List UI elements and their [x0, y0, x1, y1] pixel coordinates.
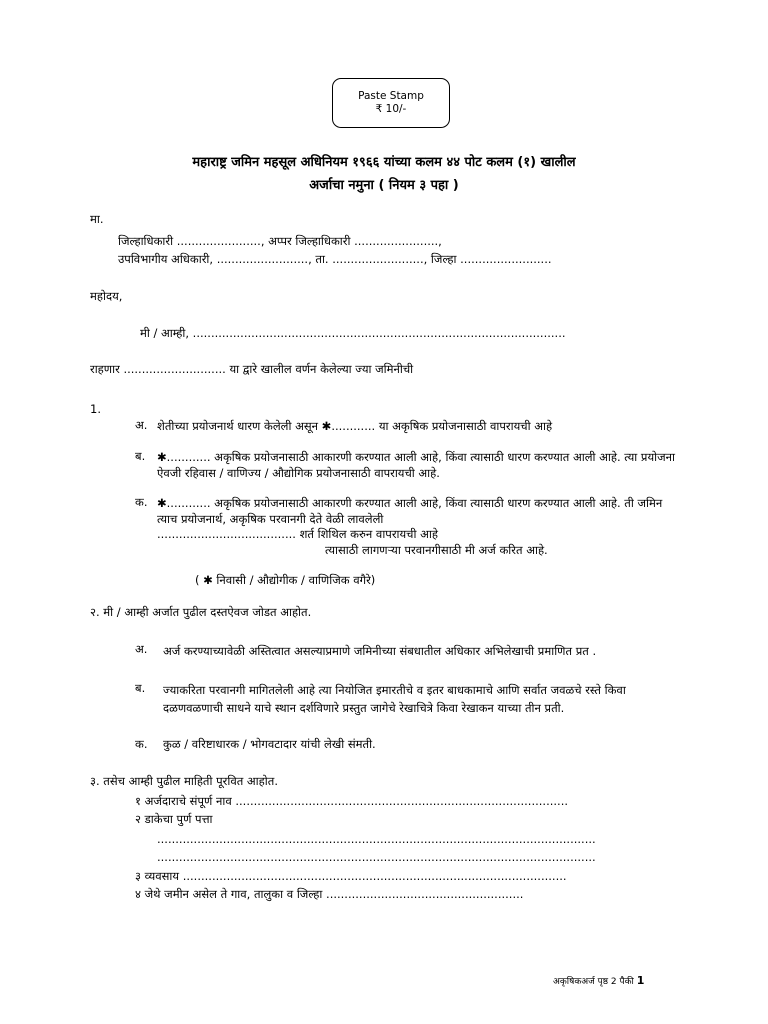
- form-title-line1: महाराष्ट्र जमिन महसूल अधिनियम १९६६ यांच्या कलम ४४ पोट कलम (१) खालील: [192, 155, 576, 170]
- address-to: मा.: [90, 212, 104, 226]
- section1-a-label: अ.: [135, 418, 148, 432]
- field-land-location: ४ जेथे जमीन असेल ते गाव, तालुका व जिल्हा ......................................................: [135, 887, 524, 901]
- section1-c-request: त्यासाठी लागणऱ्या परवानगीसाठी मी अर्ज करित आहे.: [325, 543, 548, 557]
- address-dotted-line-2: ........................................................................................................................: [157, 850, 596, 864]
- stamp-box: [332, 78, 450, 128]
- section2-b-label: ब.: [135, 681, 146, 695]
- stamp-amount: ₹ 10/-: [375, 103, 407, 115]
- section1-c-text: ✱............ अकृषिक प्रयोजनासाठी आकारणी करण्यात आली आहे, किंवा त्यासाठी धारण करण्यात आली आहे. ती जमिन त्याच प्रयोजनार्थ, अकृषिक परवानगी देते वेळी लावलेली: [157, 496, 663, 526]
- form-title-line2: अर्जाचा नमुना ( नियम ३ पहा ): [309, 178, 459, 193]
- section2-c-text: कुळ / वरिष्टाधारक / भोगवटादार यांची लेखी संमती.: [163, 737, 376, 751]
- page-number: 1: [636, 974, 645, 987]
- applicant-line: मी / आम्ही, ......................................................................................................: [140, 326, 566, 340]
- section2-a-text: अर्ज करण्याच्यावेळी अस्तित्वात असल्याप्रमाणे जमिनीच्या संबधातील अधिकार अभिलेखाची प्रमाणित प्रत .: [163, 644, 597, 658]
- field-postal-address: २ डाकेचा पुर्ण पत्ता: [135, 812, 213, 826]
- address-dotted-line-1: ........................................................................................................................: [157, 832, 596, 846]
- section1-b-label: ब.: [135, 449, 146, 463]
- section1-note: ( ✱ निवासी / औद्योगीक / वाणिजिक वगैरे): [195, 573, 376, 587]
- section1-b-text: ✱............ अकृषिक प्रयोजनासाठी आकारणी करण्यात आली आहे, किंवा त्यासाठी धारण करण्यात आली आहे. त्या प्रयोजना ऐवजी रहिवास / वाणिज्य / औद्योगिक प्रयोजनासाठी वापरायची आहे.: [157, 450, 676, 480]
- section1-number: 1.: [90, 402, 101, 416]
- page-footer-text: अकृषिकअर्ज पृष्ठ 2 पैकी: [553, 977, 634, 987]
- section1-c-label: क.: [135, 495, 148, 509]
- section2-b-text: ज्याकरिता परवानगी मागितलेली आहे त्या नियोजित इमारतीचे व इतर बाधकामाचे आणि सर्वात जवळचे रस्ते किवा दळणवळणाची साधने याचे स्थान दर्शविणारे प्रस्तुत जागेचे रेखाचित्रे किवा रेखाकन याच्या तीन प्रती.: [163, 683, 626, 715]
- stamp-label: Paste Stamp: [358, 90, 424, 102]
- section1-a-text: शेतीच्या प्रयोजनार्थ धारण केलेली असून ✱............ या अकृषिक प्रयोजनासाठी वापरायची आहे: [157, 419, 553, 433]
- field-applicant-name: १ अर्जदाराचे संपूर्ण नाव ...........................................................................................: [135, 794, 569, 808]
- resident-line: राहणार ............................ या द्वारे खालील वर्णन केलेल्या ज्या जमिनीची: [90, 362, 414, 376]
- section3-heading: ३. तसेच आम्ही पुढील माहिती पूरवित आहोत.: [90, 774, 278, 788]
- section1-c-condition: ...................................... शर्त शिथिल करुन वापरायची आहे: [157, 527, 438, 541]
- salutation: महोदय,: [90, 289, 123, 303]
- address-line1: जिल्हाधिकारी ......................., अप्पर जिल्हाधिकारी .......................,: [118, 234, 442, 248]
- field-occupation: ३ व्यवसाय .........................................................................................................: [135, 869, 567, 883]
- section2-c-label: क.: [135, 737, 148, 751]
- section2-heading: २. मी / आम्ही अर्जात पुढील दस्तऐवज जोडत आहोत.: [90, 605, 312, 619]
- page-footer: [553, 974, 644, 987]
- address-line2: उपविभागीय अधिकारी, ........................., ता. ........................., जिल्हा .........................: [118, 252, 552, 266]
- section2-a-label: अ.: [135, 642, 148, 656]
